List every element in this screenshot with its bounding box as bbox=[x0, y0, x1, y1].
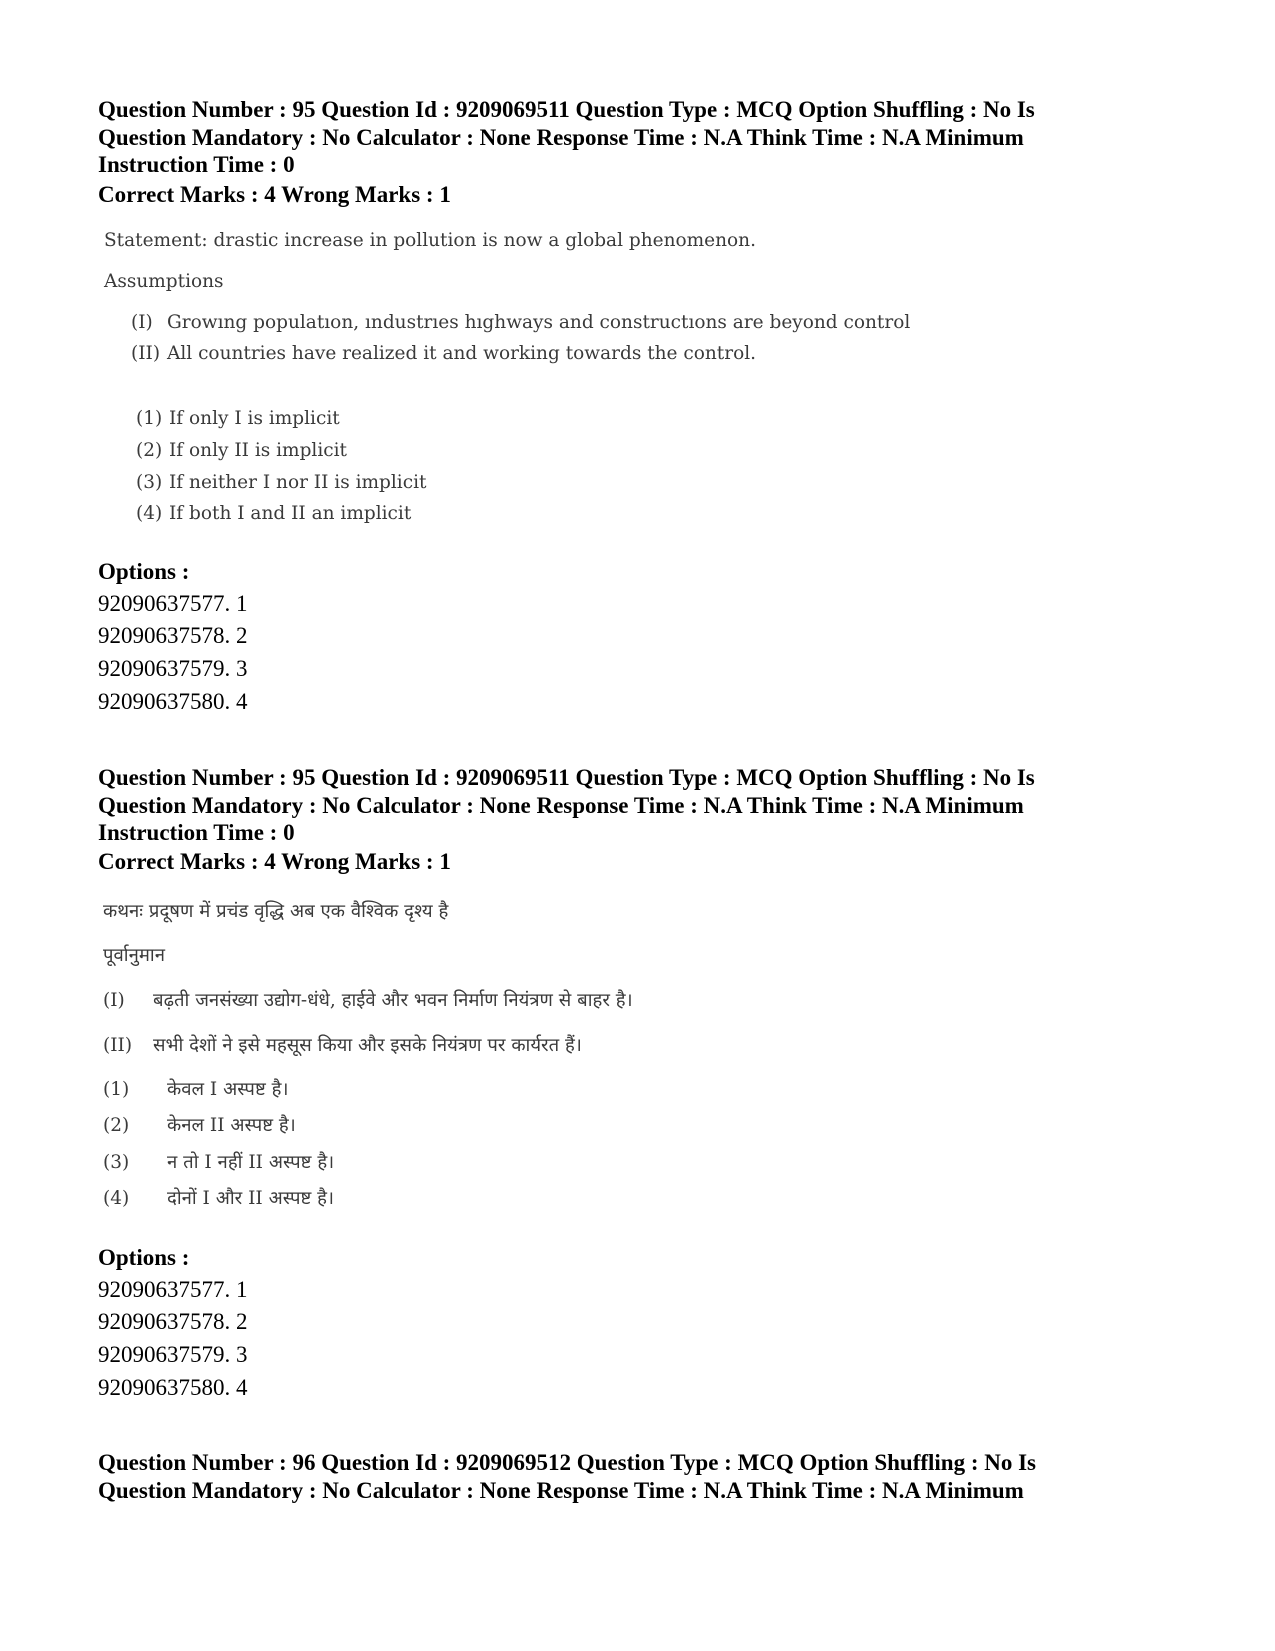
choice-number: (3) bbox=[136, 472, 163, 493]
options-label: Options : bbox=[98, 559, 190, 584]
assumption-item bbox=[103, 989, 633, 1013]
choice-item bbox=[103, 1151, 334, 1175]
choice-item bbox=[136, 471, 426, 495]
assumption-text: All countries have realized it and working towards the control. bbox=[167, 343, 757, 364]
assumption-number: (I) bbox=[131, 312, 153, 333]
marks-line: Correct Marks : 4 Wrong Marks : 1 bbox=[98, 849, 451, 874]
choice-text: If neither I nor II is implicit bbox=[169, 472, 427, 493]
meta-line: Instruction Time : 0 bbox=[98, 820, 295, 845]
meta-line: Question Mandatory : No Calculator : None Response Time : N.A Think Time : N.A Minimum bbox=[98, 792, 1024, 818]
choice-number: (2) bbox=[136, 440, 163, 461]
choice-number: (1) bbox=[136, 408, 163, 429]
question-statement: Statement: drastic increase in pollution is now a global phenomenon. bbox=[104, 230, 756, 251]
choice-item bbox=[136, 439, 347, 463]
option-item: 92090637577. 1 bbox=[98, 1277, 248, 1302]
assumption-text: सभी देशों ने इसे महसूस किया और इसके नियंत्रण पर कार्यरत हैं। bbox=[153, 1035, 582, 1056]
meta-line: Question Mandatory : No Calculator : None Response Time : N.A Think Time : N.A Minimum bbox=[98, 124, 1024, 150]
marks-line: Correct Marks : 4 Wrong Marks : 1 bbox=[98, 182, 451, 207]
assumption-number: (II) bbox=[131, 343, 161, 364]
choice-text: If only I is implicit bbox=[169, 408, 340, 429]
choice-number: (1) bbox=[103, 1079, 130, 1100]
choice-number: (4) bbox=[136, 503, 163, 524]
assumption-item bbox=[131, 342, 756, 366]
choice-number: (4) bbox=[103, 1188, 130, 1209]
choice-text: केनल II अस्पष्ट है। bbox=[167, 1115, 296, 1136]
choice-text: न तो I नहीं II अस्पष्ट है। bbox=[167, 1152, 335, 1173]
meta-line: Question Mandatory : No Calculator : None Response Time : N.A Think Time : N.A Minimum bbox=[98, 1477, 1024, 1503]
choice-text: If both I and II an implicit bbox=[169, 503, 412, 524]
question-meta bbox=[98, 1449, 1188, 1504]
assumptions-label: Assumptions bbox=[104, 271, 224, 292]
question-meta bbox=[98, 764, 1188, 847]
meta-line: Question Number : 95 Question Id : 9209069511 Question Type : MCQ Option Shuffling : No Is bbox=[98, 765, 1035, 790]
choice-text: If only II is implicit bbox=[169, 440, 347, 461]
choice-item bbox=[136, 407, 340, 431]
options-label: Options : bbox=[98, 1245, 190, 1270]
assumption-number: (II) bbox=[103, 1035, 133, 1056]
choice-item bbox=[103, 1187, 334, 1211]
assumptions-label: पूर्वानुमान bbox=[103, 945, 165, 966]
assumption-text: Growıng populatıon, ındustrıes hıghways and constructıons are beyond control bbox=[167, 312, 911, 333]
meta-line: Question Number : 96 Question Id : 9209069512 Question Type : MCQ Option Shuffling : No Is bbox=[98, 1450, 1037, 1475]
choice-number: (2) bbox=[103, 1115, 130, 1136]
option-item: 92090637578. 2 bbox=[98, 623, 248, 648]
option-item: 92090637580. 4 bbox=[98, 1375, 248, 1400]
assumption-item bbox=[103, 1034, 582, 1058]
option-item: 92090637577. 1 bbox=[98, 591, 248, 616]
meta-line: Question Number : 95 Question Id : 9209069511 Question Type : MCQ Option Shuffling : No Is bbox=[98, 97, 1035, 122]
choice-text: दोनों I और II अस्पष्ट है। bbox=[167, 1188, 334, 1209]
assumption-text: बढ़ती जनसंख्या उद्योग-धंधे, हाईवे और भवन निर्माण नियंत्रण से बाहर है। bbox=[153, 990, 633, 1011]
option-item: 92090637579. 3 bbox=[98, 656, 248, 681]
choice-item bbox=[103, 1078, 288, 1102]
choice-number: (3) bbox=[103, 1152, 130, 1173]
choice-text: केवल I अस्पष्ट है। bbox=[167, 1079, 289, 1100]
meta-line: Instruction Time : 0 bbox=[98, 152, 295, 177]
assumption-number: (I) bbox=[103, 990, 125, 1011]
choice-item bbox=[136, 502, 411, 526]
question-statement: कथनः प्रदूषण में प्रचंड वृद्धि अब एक वैश्विक दृश्य है bbox=[103, 901, 449, 922]
choice-item bbox=[103, 1114, 296, 1138]
question-meta bbox=[98, 96, 1188, 179]
assumption-item bbox=[131, 311, 910, 335]
option-item: 92090637579. 3 bbox=[98, 1342, 248, 1367]
option-item: 92090637578. 2 bbox=[98, 1309, 248, 1334]
option-item: 92090637580. 4 bbox=[98, 689, 248, 714]
